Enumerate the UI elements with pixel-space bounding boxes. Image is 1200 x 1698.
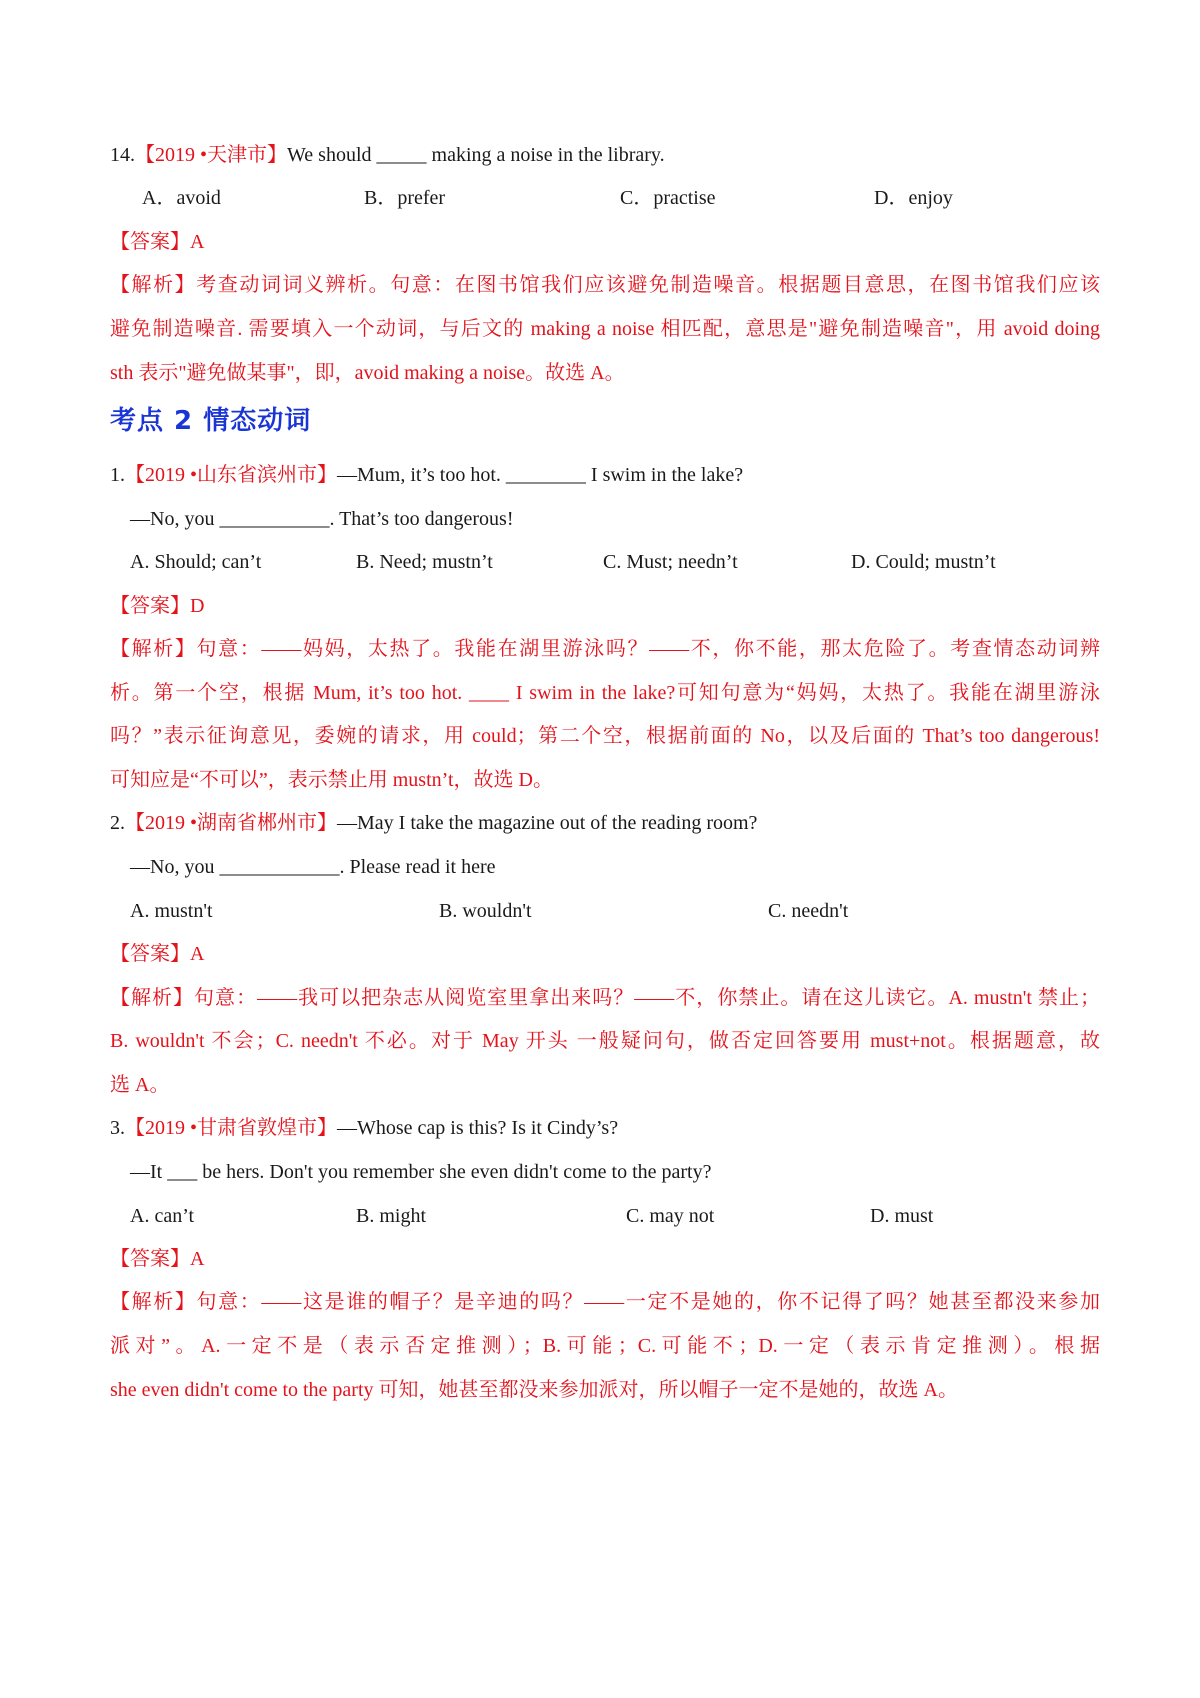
analysis-line: 【解析】句意：——这是谁的帽子？是辛迪的吗？——一定不是她的，你不记得了吗？她甚至都没来参加 (110, 1291, 1100, 1313)
analysis-line: 选 A。 (110, 1074, 170, 1096)
question-number: 14. (110, 144, 135, 166)
option-b: B. wouldn't (439, 900, 532, 922)
option-a: A. Should; can’t (130, 551, 262, 573)
question-source: 【2019 •湖南省郴州市】 (125, 812, 338, 834)
question-2-stem (110, 811, 757, 835)
answer-line: 【答案】A (110, 1248, 205, 1270)
analysis-line: she even didn't come to the party 可知，她甚至都没来参加派对，所以帽子一定不是她的，故选 A。 (110, 1379, 958, 1401)
question-reply: —No, you ____________. Please read it here (130, 856, 496, 878)
question-14-stem (110, 143, 665, 167)
question-reply: —It ___ be hers. Don't you remember she even didn't come to the party? (130, 1161, 712, 1183)
option-d: D．enjoy (874, 187, 953, 209)
analysis-line: sth 表示"避免做某事"，即，avoid making a noise。故选 A。 (110, 362, 625, 384)
option-a: A．avoid (142, 187, 221, 209)
question-text: —May I take the magazine out of the reading room? (337, 812, 758, 834)
option-d: D. must (870, 1205, 934, 1227)
question-text: We should _____ making a noise in the library. (287, 144, 665, 166)
analysis-line: B. wouldn't 不会；C. needn't 不必。对于 May 开头 一般疑问句，做否定回答要用 must+not。根据题意，故 (110, 1030, 1100, 1052)
analysis-line: 吗？”表示征询意见，委婉的请求，用 could；第二个空，根据前面的 No，以及后面的 That’s too dangerous! (110, 725, 1100, 747)
option-b: B. Need; mustn’t (356, 551, 493, 573)
analysis-line: 避免制造噪音. 需要填入一个动词，与后文的 making a noise 相匹配，意思是"避免制造噪音"，用 avoid doing (110, 318, 1100, 340)
analysis-line: 析。第一个空，根据 Mum, it’s too hot. ____ I swim in the lake?可知句意为“妈妈，太热了。我能在湖里游泳 (110, 682, 1100, 704)
question-source: 【2019 •山东省滨州市】 (125, 464, 338, 486)
answer-line: 【答案】A (110, 943, 205, 965)
analysis-line: 可知应是“不可以”，表示禁止用 mustn’t，故选 D。 (110, 769, 553, 791)
question-1-stem (110, 463, 743, 487)
question-3-stem (110, 1116, 618, 1140)
option-d: D. Could; mustn’t (851, 551, 996, 573)
option-b: B．prefer (364, 187, 446, 209)
analysis-line: 【解析】考查动词词义辨析。句意：在图书馆我们应该避免制造噪音。根据题目意思，在图书馆我们应该 (110, 274, 1100, 296)
analysis-line: 派对”。A.一定不是（表示否定推测）；B.可能；C.可能不；D.一定（表示肯定推测）。根据 (110, 1335, 1100, 1357)
option-b: B. might (356, 1205, 427, 1227)
option-c: C. needn't (768, 900, 849, 922)
option-a: A. mustn't (130, 900, 213, 922)
option-c: C. Must; needn’t (603, 551, 738, 573)
option-a: A. can’t (130, 1205, 195, 1227)
option-c: C. may not (626, 1205, 715, 1227)
question-source: 【2019 •甘肃省敦煌市】 (125, 1117, 338, 1139)
question-number: 1. (110, 464, 125, 486)
question-text: —Whose cap is this? Is it Cindy’s? (337, 1117, 619, 1139)
answer-line: 【答案】A (110, 231, 205, 253)
analysis-line: 【解析】句意：——妈妈，太热了。我能在湖里游泳吗？——不，你不能，那太危险了。考查情态动词辨 (110, 638, 1100, 660)
answer-line: 【答案】D (110, 595, 205, 617)
question-number: 2. (110, 812, 125, 834)
question-reply: —No, you ___________. That’s too dangerous! (130, 508, 514, 530)
question-number: 3. (110, 1117, 125, 1139)
question-text: —Mum, it’s too hot. ________ I swim in the lake? (337, 464, 744, 486)
question-source: 【2019 •天津市】 (135, 144, 288, 166)
option-c: C．practise (620, 187, 716, 209)
analysis-line: 【解析】句意：——我可以把杂志从阅览室里拿出来吗？——不，你禁止。请在这儿读它。A. mustn't 禁止； (110, 987, 1100, 1009)
section-heading: 考点 2 情态动词 (110, 406, 312, 436)
